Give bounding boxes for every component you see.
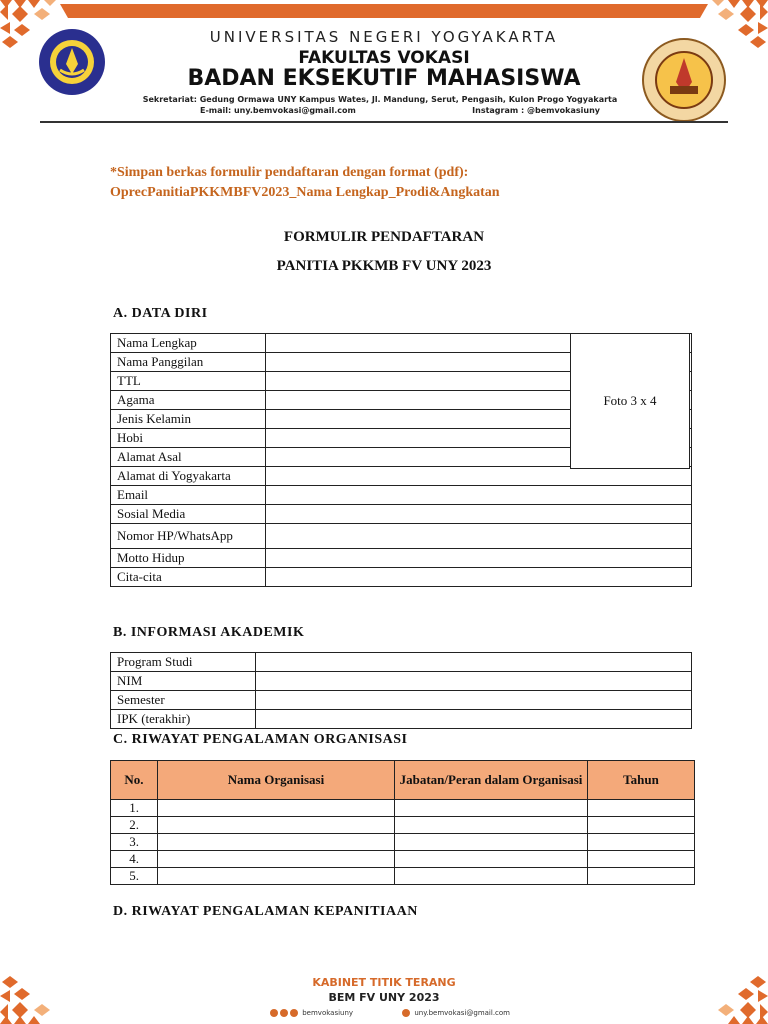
university-name: UNIVERSITAS NEGERI YOGYAKARTA [209,28,559,46]
faculty-name: FAKULTAS VOKASI [298,48,470,68]
header-contact [200,106,600,115]
secretariat-address: Sekretariat: Gedung Ormawa UNY Kampus Wates, Jl. Mandung, Serut, Pengasih, Kulon Progo Yogyakarta [142,95,618,104]
section-c-heading: C. RIWAYAT PENGALAMAN ORGANISASI [113,732,408,747]
column-header-no: No. [111,761,158,800]
field-label: Semester [111,691,256,710]
table-row [111,851,695,868]
field-label: Nama Panggilan [111,353,266,372]
footer-org: BEM FV UNY 2023 [328,991,440,1004]
organization-cell[interactable] [158,834,395,851]
footer-social [270,1009,353,1017]
organization-name: BADAN EKSEKUTIF MAHASISWA [187,66,581,91]
table-row [111,505,692,524]
role-cell[interactable] [395,817,588,834]
header-decoration-band [0,0,768,22]
instagram-icon [270,1009,278,1017]
table-header-row [111,761,695,800]
column-header-year: Tahun [588,761,695,800]
table-row [111,549,692,568]
role-cell[interactable] [395,851,588,868]
table-row [111,868,695,885]
field-input[interactable] [256,710,692,729]
field-label: Nama Lengkap [111,334,266,353]
table-row [111,653,692,672]
footer-social-handle: bemvokasiuny [302,1009,354,1017]
section-d-heading: D. RIWAYAT PENGALAMAN KEPANITIAAN [113,904,418,919]
email-icon [402,1009,410,1017]
twitter-icon [280,1009,288,1017]
table-row [111,834,695,851]
field-label: Cita-cita [111,568,266,587]
column-header-role: Jabatan/Peran dalam Organisasi [395,761,588,800]
form-title: FORMULIR PENDAFTARAN [283,229,485,245]
year-cell[interactable] [588,800,695,817]
table-row [111,568,692,587]
role-cell[interactable] [395,868,588,885]
footer-email-address: uny.bemvokasi@gmail.com [414,1009,510,1017]
photo-label: Foto 3 x 4 [603,393,657,408]
field-label: IPK (terakhir) [111,710,256,729]
organization-cell[interactable] [158,800,395,817]
field-input[interactable] [256,653,692,672]
role-cell[interactable] [395,800,588,817]
field-input[interactable] [266,549,692,568]
year-cell[interactable] [588,834,695,851]
field-label: NIM [111,672,256,691]
field-input[interactable] [256,691,692,710]
header-instagram: Instagram : @bemvokasiuny [472,106,600,115]
field-input[interactable] [266,524,692,549]
organization-cell[interactable] [158,851,395,868]
row-number: 3. [111,834,158,851]
save-note-line1: *Simpan berkas formulir pendaftaran dengan format (pdf): [110,165,469,180]
photo-box[interactable] [570,333,690,469]
field-label: Alamat di Yogyakarta [111,467,266,486]
field-input[interactable] [266,505,692,524]
field-label: Hobi [111,429,266,448]
year-cell[interactable] [588,868,695,885]
header-divider [40,121,728,123]
field-input[interactable] [256,672,692,691]
field-label: Alamat Asal [111,448,266,467]
academic-info-table [110,652,692,729]
role-cell[interactable] [395,834,588,851]
table-row [111,486,692,505]
organization-cell[interactable] [158,868,395,885]
field-label: Sosial Media [111,505,266,524]
field-label: Motto Hidup [111,549,266,568]
field-input[interactable] [266,467,692,486]
table-row [111,467,692,486]
row-number: 2. [111,817,158,834]
table-row [111,672,692,691]
section-b-heading: B. INFORMASI AKADEMIK [113,625,305,640]
table-row [111,710,692,729]
header-email: E-mail: uny.bemvokasi@gmail.com [200,106,356,115]
table-row [111,817,695,834]
organization-history-table [110,760,695,885]
footer-contacts [270,1009,510,1017]
form-subtitle: PANITIA PKKMB FV UNY 2023 [276,258,492,274]
field-label: Program Studi [111,653,256,672]
row-number: 5. [111,868,158,885]
field-input[interactable] [266,568,692,587]
row-number: 1. [111,800,158,817]
organization-cell[interactable] [158,817,395,834]
year-cell[interactable] [588,817,695,834]
section-a-heading: A. DATA DIRI [113,306,208,321]
field-label: TTL [111,372,266,391]
table-row [111,691,692,710]
field-label: Jenis Kelamin [111,410,266,429]
footer-email [402,1009,510,1017]
save-note-line2: OprecPanitiaPKKMBFV2023_Nama Lengkap_Prodi&Angkatan [110,185,500,200]
table-row [111,800,695,817]
column-header-organization: Nama Organisasi [158,761,395,800]
field-label: Agama [111,391,266,410]
field-label: Email [111,486,266,505]
row-number: 4. [111,851,158,868]
table-row [111,524,692,549]
field-input[interactable] [266,486,692,505]
year-cell[interactable] [588,851,695,868]
field-label: Nomor HP/WhatsApp [111,524,266,549]
youtube-icon [290,1009,298,1017]
footer-cabinet: KABINET TITIK TERANG [312,976,456,989]
